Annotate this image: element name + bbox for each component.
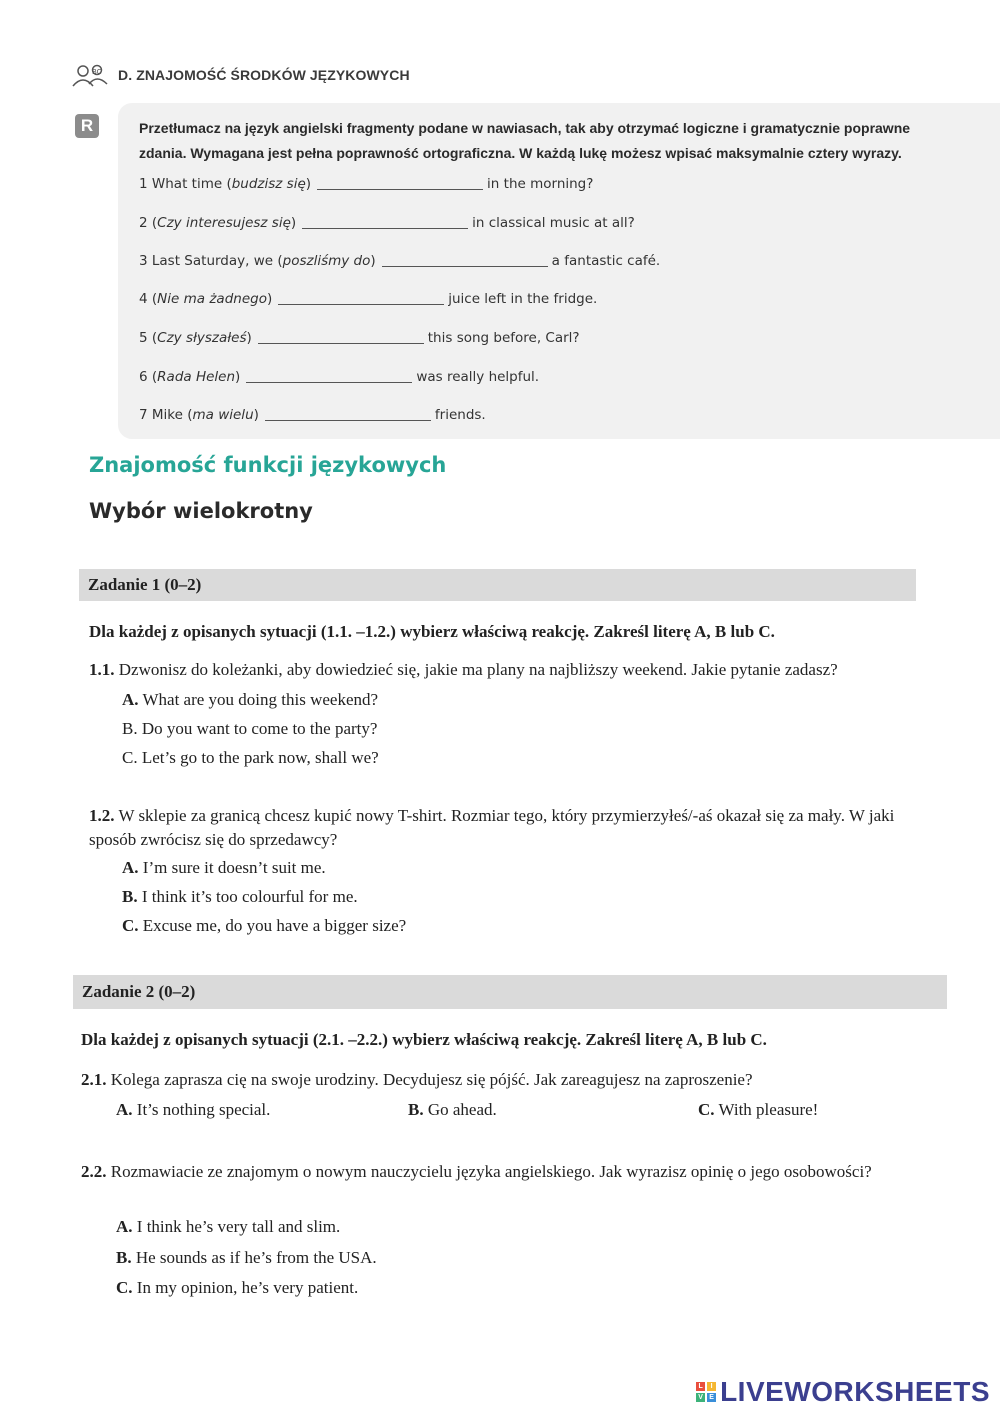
option-c[interactable]: C. In my opinion, he’s very patient.: [116, 1278, 359, 1297]
translation-item: 2 ( Czy interesujesz się ) in classical music at all?: [139, 215, 635, 231]
translation-item: 6 ( Rada Helen ) was really helpful.: [139, 369, 540, 385]
translation-item: 4 ( Nie ma żadnego ) juice left in the fridge.: [139, 291, 598, 307]
question-2-1: 2.1. Kolega zaprasza cię na swoje urodziny. Decydujesz się pójść. Jak zareagujesz na zaproszenie?: [81, 1070, 753, 1089]
question-1-1: 1.1. Dzwonisz do koleżanki, aby dowiedzieć się, jakie ma plany na najbliższy weekend. Jakie pytanie zadasz?: [89, 660, 838, 679]
section-title: Znajomość funkcji językowych: [89, 453, 447, 477]
option-a[interactable]: A. I’m sure it doesn’t suit me.: [122, 858, 326, 877]
answer-blank[interactable]: [265, 420, 431, 421]
answer-blank[interactable]: [278, 304, 444, 305]
option-a[interactable]: A. What are you doing this weekend?: [122, 690, 379, 709]
task1-title-bar: [79, 569, 916, 601]
liveworksheets-icon: L I V E: [696, 1382, 716, 1402]
translation-item: 3 Last Saturday, we ( poszliśmy do ) a fantastic café.: [139, 253, 661, 269]
answer-blank[interactable]: [302, 228, 468, 229]
option-c[interactable]: C. Excuse me, do you have a bigger size?: [122, 916, 407, 935]
subsection-title: Wybór wielokrotny: [89, 499, 313, 523]
translation-item: 5 ( Czy słyszałeś ) this song before, Carl?: [139, 330, 580, 346]
task1-instruction: Dla każdej z opisanych sytuacji (1.1. –1.2.) wybierz właściwą reakcję. Zakreśl literę A, B lub C.: [89, 622, 775, 641]
section-header-title: D. ZNAJOMOŚĆ ŚRODKÓW JĘZYKOWYCH: [118, 67, 410, 83]
task2-instruction: Dla każdej z opisanych sytuacji (2.1. –2.2.) wybierz właściwą reakcję. Zakreśl literę A, B lub C.: [81, 1030, 767, 1049]
translation-instruction: Przetłumacz na język angielski fragmenty podane w nawiasach, tak aby otrzymać logiczne i gramatycznie poprawne zdania. Wymagana jest pełna poprawność ortograficzna. W każdą lukę możesz wpisać maksymalnie cztery wyrazy.: [139, 120, 911, 161]
section-header: [70, 62, 410, 88]
option-b[interactable]: B. I think it’s too colourful for me.: [122, 887, 358, 906]
liveworksheets-brand: LIVEWORKSHEETS: [720, 1376, 990, 1407]
option-b[interactable]: B. Go ahead.: [408, 1100, 497, 1119]
task2-title: Zadanie 2 (0–2): [82, 982, 196, 1001]
people-icon: [70, 62, 110, 88]
task2-title-bar: [73, 975, 947, 1009]
liveworksheets-logo: [696, 1376, 990, 1408]
option-c[interactable]: C. With pleasure!: [698, 1100, 819, 1119]
translation-item: 1 What time ( budzisz się ) in the morning?: [139, 176, 594, 192]
answer-blank[interactable]: [246, 382, 412, 383]
task1-title: Zadanie 1 (0–2): [88, 575, 202, 594]
option-b[interactable]: B. He sounds as if he’s from the USA.: [116, 1248, 377, 1267]
option-a[interactable]: A. I think he’s very tall and slim.: [116, 1217, 341, 1236]
option-a[interactable]: A. It’s nothing special.: [116, 1100, 271, 1119]
question-1-2: 1.2. W sklepie za granicą chcesz kupić nowy T-shirt. Rozmiar tego, który przymierzyłeś/-aś okazał się za mały. W jaki sposób zwrócisz się do sprzedawcy?: [89, 806, 895, 849]
question-2-2: 2.2. Rozmawiacie ze znajomym o nowym nauczycielu języka angielskiego. Jak wyrazisz opinię o jego osobowości?: [81, 1162, 872, 1181]
r-badge: R: [75, 114, 99, 138]
option-b[interactable]: B. Do you want to come to the party?: [122, 719, 378, 738]
answer-blank[interactable]: [258, 343, 424, 344]
translation-item: 7 Mike ( ma wielu ) friends.: [139, 407, 486, 423]
answer-blank[interactable]: [382, 266, 548, 267]
answer-blank[interactable]: [317, 189, 483, 190]
option-c[interactable]: C. Let’s go to the park now, shall we?: [122, 748, 379, 767]
svg-text:BC: BC: [92, 68, 102, 76]
